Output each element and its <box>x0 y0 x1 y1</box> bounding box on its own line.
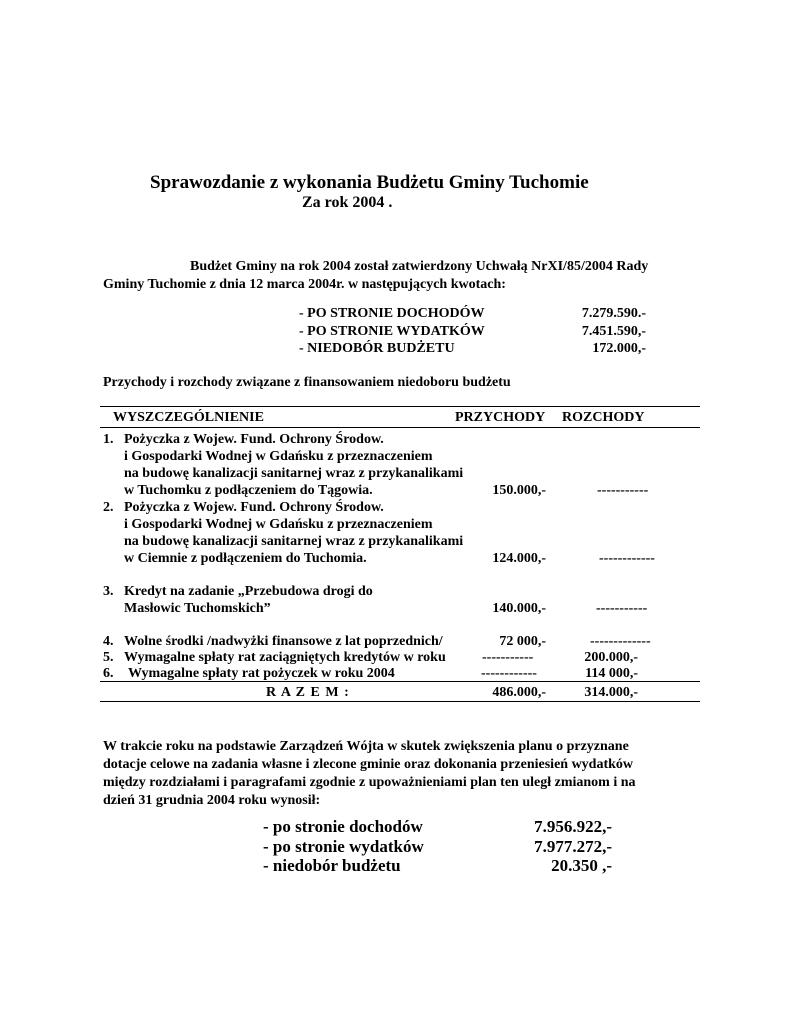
row-2-line-4: w Ciemnie z podłączeniem do Tuchomia. <box>124 551 367 566</box>
total-income: 486.000,- <box>492 685 546 700</box>
intro-line-2: Gminy Tuchomie z dnia 12 marca 2004r. w następujących kwotach: <box>103 277 506 292</box>
row-1-num: 1. <box>103 432 114 447</box>
final-income-value: 7.956.922,- <box>534 817 612 836</box>
final-deficit-label: - niedobór budżetu <box>263 856 401 875</box>
table-bottom-rule <box>100 701 700 702</box>
row-3-num: 3. <box>103 584 114 599</box>
row-6-line-1: Wymagalne spłaty rat pożyczek w roku 2004 <box>128 666 395 681</box>
row-4-expense: ------------- <box>590 634 651 649</box>
row-3-expense: ----------- <box>596 601 648 616</box>
budget-income-value: 7.279.590.- <box>581 306 646 321</box>
row-3-line-1: Kredyt na zadanie „Przebudowa drogi do <box>124 584 373 599</box>
budget-income-label: - PO STRONIE DOCHODÓW <box>299 306 485 321</box>
row-1-line-1: Pożyczka z Wojew. Fund. Ochrony Środow. <box>124 432 384 447</box>
row-3-line-2: Masłowic Tuchomskich” <box>124 601 271 616</box>
row-2-line-2: i Gospodarki Wodnej w Gdańsku z przeznaczeniem <box>124 517 433 532</box>
para2-line-1: W trakcie roku na podstawie Zarządzeń Wójta w skutek zwiększenia planu o przyznane <box>103 739 629 754</box>
row-5-expense: 200.000,- <box>584 650 638 665</box>
final-expense-label: - po stronie wydatków <box>263 837 424 856</box>
row-2-expense: ------------ <box>599 551 655 566</box>
row-2-line-3: na budowę kanalizacji sanitarnej wraz z przykanalikami <box>124 534 464 549</box>
row-5-line-1: Wymagalne spłaty rat zaciągniętych kredytów w roku <box>124 650 446 665</box>
row-4-num: 4. <box>103 634 114 649</box>
row-1-line-3: na budowę kanalizacji sanitarnej wraz z przykanalikami <box>124 466 464 481</box>
row-6-income: ------------ <box>481 666 537 681</box>
row-1-line-4: w Tuchomku z podłączeniem do Tągowia. <box>124 483 373 498</box>
row-2-line-1: Pożyczka z Wojew. Fund. Ochrony Środow. <box>124 500 384 515</box>
budget-expense-label: - PO STRONIE WYDATKÓW <box>299 324 485 339</box>
total-label: R A Z E M : <box>266 685 350 700</box>
document-subtitle: Za rok 2004 . <box>302 194 393 211</box>
row-6-expense: 114 000,- <box>585 666 638 681</box>
row-6-num: 6. <box>103 666 114 681</box>
document-title: Sprawozdanie z wykonania Budżetu Gminy Tuchomie <box>150 172 589 193</box>
total-rule <box>100 681 700 682</box>
budget-deficit-value: 172.000,- <box>592 341 646 356</box>
row-1-line-2: i Gospodarki Wodnej w Gdańsku z przeznaczeniem <box>124 449 433 464</box>
row-1-expense: ----------- <box>597 483 649 498</box>
final-expense-value: 7.977.272,- <box>534 837 612 856</box>
row-2-income: 124.000,- <box>492 551 546 566</box>
table-top-rule <box>100 406 700 407</box>
para2-line-2: dotacje celowe na zadania własne i zlecone gminie oraz dokonania przeniesień wydatków <box>103 757 634 772</box>
row-5-income: ----------- <box>482 650 534 665</box>
budget-deficit-label: - NIEDOBÓR BUDŻETU <box>299 341 455 356</box>
row-3-income: 140.000,- <box>492 601 546 616</box>
row-4-income: 72 000,- <box>499 634 546 649</box>
row-4-line-1: Wolne środki /nadwyżki finansowe z lat poprzednich/ <box>124 634 443 649</box>
final-income-label: - po stronie dochodów <box>263 817 423 836</box>
final-deficit-value: 20.350 ,- <box>551 856 612 875</box>
header-desc: WYSZCZEGÓLNIENIE <box>113 410 264 425</box>
header-rule <box>100 427 700 428</box>
total-expense: 314.000,- <box>584 685 638 700</box>
para2-line-4: dzień 31 grudnia 2004 roku wynosił: <box>103 793 321 808</box>
header-expense: ROZCHODY <box>562 410 645 425</box>
para2-line-3: między rozdziałami i paragrafami zgodnie z upoważnieniami plan ten uległ zmianom i na <box>103 775 636 790</box>
row-2-num: 2. <box>103 500 114 515</box>
row-5-num: 5. <box>103 650 114 665</box>
intro-line-1: Budżet Gminy na rok 2004 został zatwierdzony Uchwałą NrXI/85/2004 Rady <box>190 259 649 274</box>
budget-expense-value: 7.451.590,- <box>581 324 646 339</box>
header-income: PRZYCHODY <box>455 410 546 425</box>
row-1-income: 150.000,- <box>492 483 546 498</box>
table-caption: Przychody i rozchody związane z finansowaniem niedoboru budżetu <box>103 375 511 390</box>
